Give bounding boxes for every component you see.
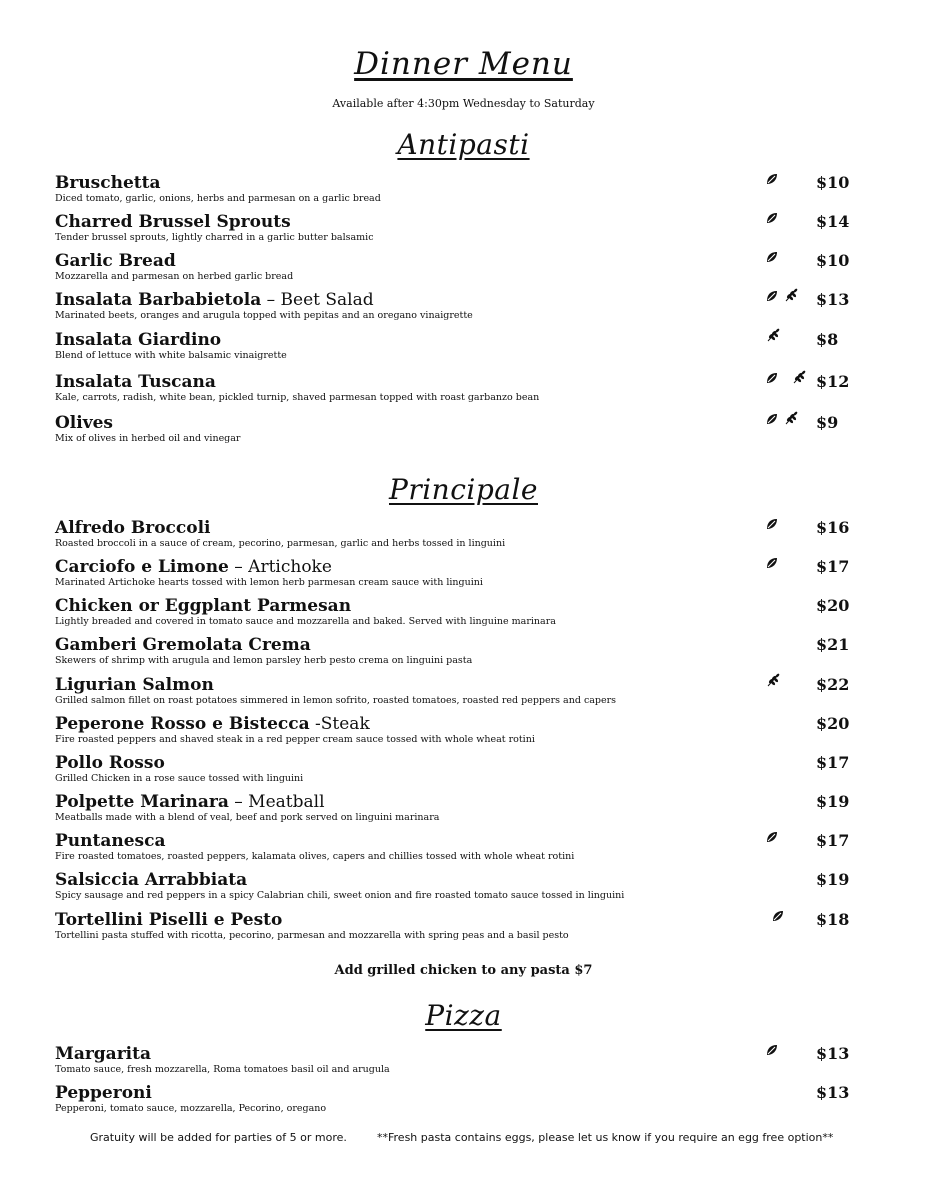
wheat-icon	[766, 673, 780, 693]
menu-item	[55, 173, 855, 205]
item-price: $19	[816, 792, 850, 811]
item-price: $13	[816, 1083, 850, 1102]
item-name-text: Puntanesca	[55, 831, 166, 851]
item-name	[55, 1044, 855, 1064]
item-description: Tortellini pasta stuffed with ricotta, pecorino, parmesan and mozzarella with spring peas and a basil pesto	[55, 930, 569, 941]
item-price: $8	[816, 330, 839, 349]
item-name-text: Carciofo e Limone	[55, 557, 229, 577]
section-title-pizza: Pizza	[425, 999, 502, 1032]
item-price: $12	[816, 372, 850, 391]
item-name	[55, 870, 855, 890]
item-price: $14	[816, 212, 850, 231]
item-name	[55, 910, 855, 930]
item-name-text: Insalata Barbabietola	[55, 290, 262, 310]
gratuity-note: Gratuity will be added for parties of 5 or more.	[90, 1131, 347, 1144]
item-name	[55, 251, 855, 271]
item-price: $10	[816, 251, 850, 270]
item-name	[55, 557, 855, 577]
leaf-icon	[766, 555, 778, 575]
menu-item	[55, 330, 855, 362]
item-description: Mix of olives in herbed oil and vinegar	[55, 433, 241, 444]
menu-item	[55, 870, 855, 902]
item-name	[55, 753, 855, 773]
item-price: $20	[816, 596, 850, 615]
leaf-icon	[766, 210, 778, 230]
menu-item	[55, 1083, 855, 1115]
item-description: Diced tomato, garlic, onions, herbs and parmesan on a garlic bread	[55, 193, 381, 204]
leaf-icon	[766, 370, 778, 390]
menu-item	[55, 910, 855, 942]
item-description: Blend of lettuce with white balsamic vinaigrette	[55, 350, 287, 361]
section-title-antipasti: Antipasti	[397, 128, 530, 161]
item-name	[55, 330, 855, 350]
item-name-suffix: – Meatball	[228, 792, 325, 812]
item-name	[55, 413, 855, 433]
item-price: $21	[816, 635, 850, 654]
item-description: Marinated beets, oranges and arugula topped with pepitas and an oregano vinaigrette	[55, 310, 473, 321]
item-name-text: Olives	[55, 413, 113, 433]
item-description: Meatballs made with a blend of veal, beef and pork served on linguini marinara	[55, 812, 440, 823]
item-name-text: Charred Brussel Sprouts	[55, 212, 291, 232]
item-name-text: Polpette Marinara	[55, 792, 229, 812]
item-name-text: Tortellini Piselli e Pesto	[55, 910, 283, 930]
item-description: Lightly breaded and covered in tomato sauce and mozzarella and baked. Served with linguine marinara	[55, 616, 556, 627]
item-name-text: Insalata Tuscana	[55, 372, 216, 392]
leaf-icon	[766, 829, 778, 849]
menu-item	[55, 251, 855, 283]
item-description: Roasted broccoli in a sauce of cream, pecorino, parmesan, garlic and herbs tossed in linguini	[55, 538, 506, 549]
wheat-icon	[792, 370, 806, 390]
menu-item	[55, 831, 855, 863]
item-price: $18	[816, 910, 850, 929]
item-name-text: Salsiccia Arrabbiata	[55, 870, 248, 890]
page-subtitle: Available after 4:30pm Wednesday to Saturday	[332, 97, 595, 110]
pasta-egg-note: **Fresh pasta contains eggs, please let us know if you require an egg free option**	[377, 1131, 834, 1144]
item-name	[55, 596, 855, 616]
item-name-text: Chicken or Eggplant Parmesan	[55, 596, 352, 616]
item-name-text: Bruschetta	[55, 173, 161, 193]
menu-item	[55, 413, 855, 445]
leaf-icon	[766, 171, 778, 191]
leaf-icon	[766, 288, 778, 308]
menu-item	[55, 714, 855, 746]
menu-item	[55, 372, 855, 404]
wheat-icon	[766, 328, 780, 348]
item-description: Skewers of shrimp with arugula and lemon parsley herb pesto crema on linguini pasta	[55, 655, 473, 666]
menu-item	[55, 212, 855, 244]
menu-item	[55, 518, 855, 550]
leaf-icon	[766, 411, 778, 431]
wheat-icon	[784, 411, 798, 431]
item-name	[55, 212, 855, 232]
leaf-icon	[766, 249, 778, 269]
item-name-text: Pollo Rosso	[55, 753, 165, 773]
item-name-text: Insalata Giardino	[55, 330, 222, 350]
item-price: $19	[816, 870, 850, 889]
item-description: Mozzarella and parmesan on herbed garlic bread	[55, 271, 294, 282]
item-name-suffix: – Beet Salad	[261, 290, 374, 310]
item-name	[55, 714, 855, 734]
addon-note: Add grilled chicken to any pasta $7	[334, 963, 593, 978]
item-description: Grilled salmon fillet on roast potatoes simmered in lemon sofrito, roasted tomatoes, roasted red peppers and capers	[55, 695, 617, 706]
item-description: Marinated Artichoke hearts tossed with lemon herb parmesan cream sauce with linguini	[55, 577, 483, 588]
wheat-icon	[784, 288, 798, 308]
item-name	[55, 372, 855, 392]
item-name-suffix: – Artichoke	[228, 557, 332, 577]
item-name	[55, 1083, 855, 1103]
item-name-text: Garlic Bread	[55, 251, 176, 271]
item-name-text: Pepperoni	[55, 1083, 152, 1103]
item-price: $9	[816, 413, 839, 432]
item-description: Spicy sausage and red peppers in a spicy Calabrian chili, sweet onion and fire roasted tomato sauce tossed in linguini	[55, 890, 625, 901]
menu-item	[55, 557, 855, 589]
item-name	[55, 831, 855, 851]
leaf-icon	[772, 908, 784, 928]
menu-item	[55, 792, 855, 824]
page-title: Dinner Menu	[354, 46, 573, 82]
item-description: Fire roasted peppers and shaved steak in a red pepper cream sauce tossed with whole wheat rotini	[55, 734, 535, 745]
item-price: $17	[816, 831, 850, 850]
item-price: $16	[816, 518, 850, 537]
item-name	[55, 173, 855, 193]
item-price: $22	[816, 675, 850, 694]
item-price: $20	[816, 714, 850, 733]
item-name	[55, 518, 855, 538]
item-price: $17	[816, 557, 850, 576]
item-name	[55, 675, 855, 695]
item-description: Pepperoni, tomato sauce, mozzarella, Pecorino, oregano	[55, 1103, 327, 1114]
item-name	[55, 792, 855, 812]
item-name-suffix: -Steak	[309, 714, 370, 734]
item-name-text: Gamberi Gremolata Crema	[55, 635, 311, 655]
item-name	[55, 290, 855, 310]
item-name-text: Margarita	[55, 1044, 151, 1064]
item-description: Grilled Chicken in a rose sauce tossed with linguini	[55, 773, 304, 784]
menu-item	[55, 1044, 855, 1076]
section-title-principale: Principale	[389, 473, 538, 506]
item-description: Tender brussel sprouts, lightly charred in a garlic butter balsamic	[55, 232, 374, 243]
item-description: Tomato sauce, fresh mozzarella, Roma tomatoes basil oil and arugula	[55, 1064, 390, 1075]
item-price: $13	[816, 290, 850, 309]
item-description: Kale, carrots, radish, white bean, pickled turnip, shaved parmesan topped with roast garbanzo bean	[55, 392, 540, 403]
item-name	[55, 635, 855, 655]
item-price: $10	[816, 173, 850, 192]
item-name-text: Peperone Rosso e Bistecca	[55, 714, 310, 734]
menu-item	[55, 675, 855, 707]
menu-item	[55, 635, 855, 667]
menu-item	[55, 290, 855, 322]
item-price: $13	[816, 1044, 850, 1063]
leaf-icon	[766, 1042, 778, 1062]
menu-item	[55, 596, 855, 628]
item-price: $17	[816, 753, 850, 772]
leaf-icon	[766, 516, 778, 536]
item-description: Fire roasted tomatoes, roasted peppers, kalamata olives, capers and chillies tossed with whole wheat rotini	[55, 851, 575, 862]
menu-item	[55, 753, 855, 785]
item-name-text: Ligurian Salmon	[55, 675, 214, 695]
item-name-text: Alfredo Broccoli	[55, 518, 211, 538]
